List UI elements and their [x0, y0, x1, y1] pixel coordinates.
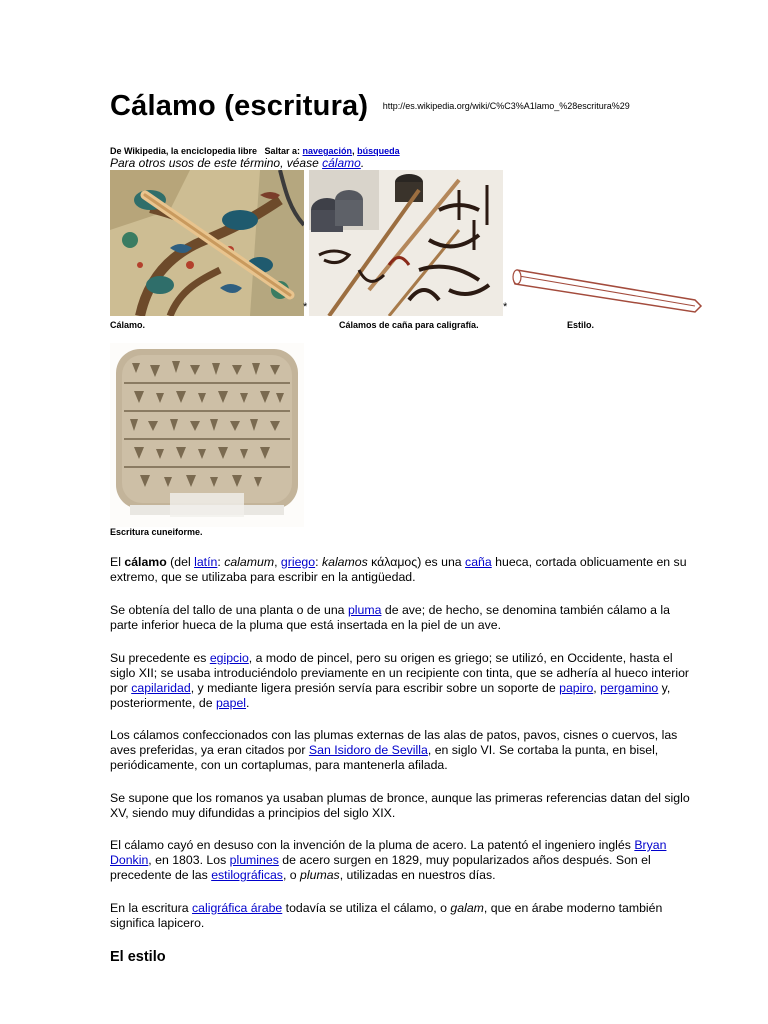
paragraph-7: En la escritura caligráfica árabe todavía se utiliza el cálamo, o galam, que en árabe moderno también significa lapicero. — [110, 901, 663, 930]
figure-marker-1: * — [303, 301, 308, 313]
page-title: Cálamo (escritura) — [110, 90, 369, 122]
caption-stylus: Estilo. — [567, 320, 595, 330]
meta-line — [110, 146, 400, 156]
caption-cuneiform: Escritura cuneiforme. — [110, 527, 203, 537]
link-cana[interactable]: caña — [465, 555, 492, 569]
section-heading-el-estilo: El estilo — [110, 949, 166, 965]
search-link[interactable]: búsqueda — [357, 146, 400, 156]
hatnote-link-calamo[interactable]: cálamo — [322, 156, 361, 170]
link-egipcio[interactable]: egipcio — [209, 651, 249, 665]
figure-calligraphy-image[interactable] — [309, 170, 503, 316]
paragraph-2: Se obtenía del tallo de una planta o de una pluma de ave; de hecho, se denomina también cálamo a la parte inferior hueca de la pluma que está insertada en la piel de un ave. — [110, 603, 670, 632]
link-estilograficas[interactable]: estilográficas — [211, 868, 283, 882]
caption-calligraphy: Cálamos de caña para caligrafía. — [339, 320, 479, 330]
hatnote-text: Para otros usos de este término, véase — [110, 156, 319, 170]
meta-separator: , — [352, 146, 355, 156]
hatnote-suffix: . — [360, 156, 365, 170]
link-pergamino[interactable]: pergamino — [600, 681, 659, 695]
link-plumines[interactable]: plumines — [229, 853, 279, 867]
from-wikipedia-text: De Wikipedia, la enciclopedia libre — [110, 146, 257, 156]
hatnote — [110, 156, 364, 170]
figure-cuneiform-image[interactable] — [110, 343, 304, 527]
figure-calamo-image[interactable] — [110, 170, 304, 316]
paragraph-5: Se supone que los romanos ya usaban plumas de bronce, aunque las primeras referencias datan del siglo XV, siendo muy difundidas a principios del siglo XIX. — [110, 791, 690, 820]
link-capilaridad[interactable]: capilaridad — [131, 681, 191, 695]
paragraph-4: Los cálamos confeccionados con las plumas externas de las alas de patos, pavos, cisnes o cuervos, las aves preferidas, ya eran citados por San Isidoro de Sevilla, en siglo VI. Se cortaba la punta, en bisel, periódicamente, con un cortaplumas, para mantenerla afilada. — [110, 728, 678, 772]
jump-to-label: Saltar a: — [264, 146, 301, 156]
navigation-link[interactable]: navegación — [302, 146, 353, 156]
link-griego[interactable]: griego — [280, 555, 316, 569]
figure-marker-2: * — [503, 301, 508, 313]
paragraph-1: El cálamo (del latín: calamum, griego: kalamos κάλαμος) es una caña hueca, cortada oblicuamente en su extremo, que se utilizaba para escribir en la antigüedad. — [110, 555, 687, 584]
title-row — [110, 90, 630, 123]
figure-stylus-image[interactable] — [509, 262, 705, 318]
link-san-isidoro[interactable]: San Isidoro de Sevilla — [308, 743, 428, 757]
paragraph-3: Su precedente es egipcio, a modo de pincel, pero su origen es griego; se utilizó, en Occidente, hasta el siglo XII; se usaba introduciéndolo previamente en un recipiente con tinta, que se adhería al hueco interior por capilaridad, y mediante ligera presión servía para escribir sobre un soporte de papiro, pergamino y, posteriormente, de papel. — [110, 651, 690, 710]
link-pluma[interactable]: pluma — [347, 603, 382, 617]
caption-calamo: Cálamo. — [110, 320, 146, 330]
link-latin[interactable]: latín — [194, 555, 218, 569]
link-papel[interactable]: papel — [215, 696, 247, 710]
link-caligrafica-arabe[interactable]: caligráfica árabe — [192, 901, 283, 915]
link-bryan-donkin[interactable]: Bryan Donkin — [110, 838, 667, 867]
page-url: http://es.wikipedia.org/wiki/C%C3%A1lamo_%28escritura%29 — [382, 101, 630, 111]
term-calamo: cálamo — [124, 555, 167, 569]
paragraph-6: El cálamo cayó en desuso con la invención de la pluma de acero. La patentó el ingeniero inglés Bryan Donkin, en 1803. Los plumines de acero surgen en 1829, muy popularizados años después. Son el precedente de las estilográficas, o plumas, utilizadas en nuestros días. — [110, 838, 667, 882]
link-papiro[interactable]: papiro — [559, 681, 594, 695]
